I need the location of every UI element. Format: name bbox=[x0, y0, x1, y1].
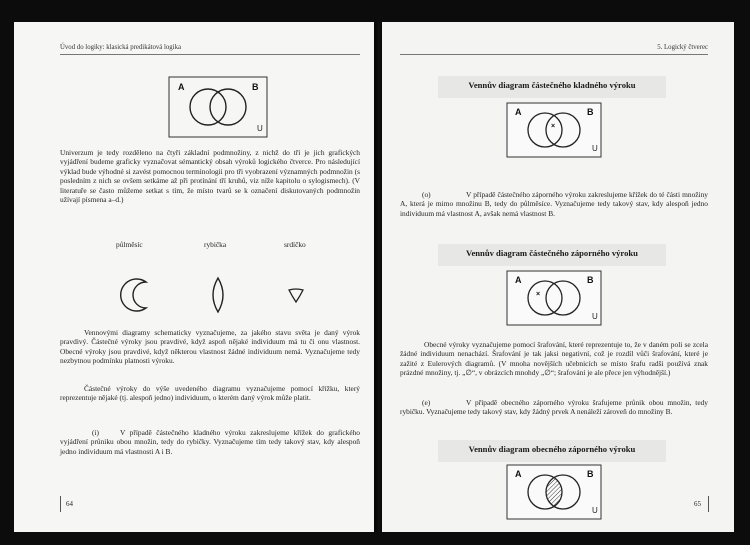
shape-label-srdicko: srdíčko bbox=[284, 240, 306, 249]
crescent-shape bbox=[118, 276, 154, 314]
paragraph-general-hatching: Obecné výroky vyznačujeme pomocí šrafování, které reprezentuje to, že v daném poli se zcela žádné individuum nenachází. Šrafování je tak jaksi negativní, což je rozdíl vůči šrafování, které je zažité z Eulerových diagramů. (V mnoha novějších učebnicích se místo šrafu radši používá znak prázdné množiny, tj. „∅“, v obrázcích mnohdy „∅“; šrafování je ale přece jen výhodnější.) bbox=[400, 340, 708, 378]
running-head-right: 5. Logický čtverec bbox=[657, 44, 708, 51]
box-title-partial-negative: Vennův diagram částečného záporného výroku bbox=[466, 248, 638, 258]
set-a-label: A bbox=[515, 107, 522, 117]
set-b-label: B bbox=[587, 107, 594, 117]
universe-label: U bbox=[592, 144, 598, 153]
venn-diagram-partial-affirmative bbox=[506, 102, 602, 158]
venn-diagram-top bbox=[168, 76, 268, 138]
paragraph-o-marker: (o) bbox=[422, 190, 431, 199]
venn-diagram-partial-negative bbox=[506, 270, 602, 326]
box-title-bar-3 bbox=[438, 440, 666, 462]
universe-label: U bbox=[592, 312, 598, 321]
triangle-shape bbox=[288, 288, 304, 304]
set-b-label: B bbox=[587, 469, 594, 479]
left-page bbox=[14, 22, 374, 532]
paragraph-e-marker: (e) bbox=[422, 398, 431, 407]
cross-mark-crescent: × bbox=[536, 291, 541, 298]
set-a-label: A bbox=[515, 469, 522, 479]
lens-shape bbox=[208, 276, 228, 314]
page-number-right: 65 bbox=[694, 500, 701, 508]
box-title-general-negative: Vennův diagram obecného záporného výroku bbox=[468, 444, 636, 454]
head-rule-right bbox=[400, 54, 708, 55]
page-rule-left bbox=[60, 496, 61, 512]
set-a-label: A bbox=[178, 82, 185, 92]
paragraph-partial-cross: Částečné výroky do výše uvedeného diagramu vyznačujeme pomocí křížku, který reprezentuje nějaké (tj. alespoň jedno) individuum, o kterém daný výrok může platit. bbox=[60, 384, 360, 403]
universe-label: U bbox=[257, 124, 263, 133]
shape-label-pulmesic: půlměsíc bbox=[116, 240, 143, 249]
paragraph-i-marker: (i) bbox=[92, 428, 99, 437]
right-page bbox=[382, 22, 734, 532]
box-title-partial-affirmative: Vennův diagram částečného kladného výroku bbox=[468, 80, 636, 90]
set-b-label: B bbox=[587, 275, 594, 285]
page-number-left: 64 bbox=[66, 500, 73, 508]
running-head-left: Úvod do logiky: klasická predikátová logika bbox=[60, 44, 181, 51]
cross-mark-intersection: × bbox=[551, 123, 556, 130]
paragraph-o: V případě částečného záporného výroku zakreslujeme křížek do té části množiny A, která je mimo množinu B, tedy do půlměsíce. Vyznačujeme tedy takový stav, kdy alespoň jedno individuum má vlastnost A, avšak nemá vlastnost B. bbox=[400, 190, 708, 218]
set-b-label: B bbox=[252, 82, 259, 92]
box-title-bar-1 bbox=[438, 76, 666, 98]
paragraph-i: V případě částečného kladného výroku zakreslujeme křížek do grafického vyjádření průniku obou množin, tedy do rybičky. Vyznačujeme tím tedy takový stav, kdy alespoň jedno individuum má vlastnosti A i B. bbox=[60, 428, 360, 456]
page-rule-right bbox=[708, 496, 709, 512]
paragraph-venn-truth: Vennovými diagramy schematicky vyznačujeme, za jakého stavu světa je daný výrok pravdivý. Částečné výroky jsou pravdivé, když aspoň nějaké individuum má tu či onu vlastnost. Obecné výroky jsou pravdivé, když některou vlastnost žádné individuum nemá. Vyznačujeme tedy nezbytnou podmínku platnosti výroku. bbox=[60, 328, 360, 366]
set-a-label: A bbox=[515, 275, 522, 285]
shape-label-rybicka: rybička bbox=[204, 240, 227, 249]
venn-diagram-general-negative bbox=[506, 464, 602, 520]
box-title-bar-2 bbox=[438, 244, 666, 266]
paragraph-universe: Univerzum je tedy rozděleno na čtyři základní podmnožiny, z nichž do tří je jich grafických vyjádření budeme graficky vyznačovat sémantický obsah výroků logického čtverce. Pro následující výklad bude výhodné si zavést pomocnou terminologii pro tři vyobrazení významných podmnožin (s posledním z nich se ovšem setkáme až při protínání tří kruhů, viz níže kapitolu o sylogismech). (V literatuře se často můžeme setkat s tím, že místo tvarů se k označení diskutovaných podmnožin užívají písmena a–d.) bbox=[60, 148, 360, 205]
head-rule-left bbox=[60, 54, 360, 55]
paragraph-e: V případě obecného záporného výroku šrafujeme průnik obou množin, tedy rybičku. Vyznačujeme tedy takový stav, kdy žádný prvek A nenáleží zároveň do množiny B. bbox=[400, 398, 708, 417]
universe-label: U bbox=[592, 506, 598, 515]
